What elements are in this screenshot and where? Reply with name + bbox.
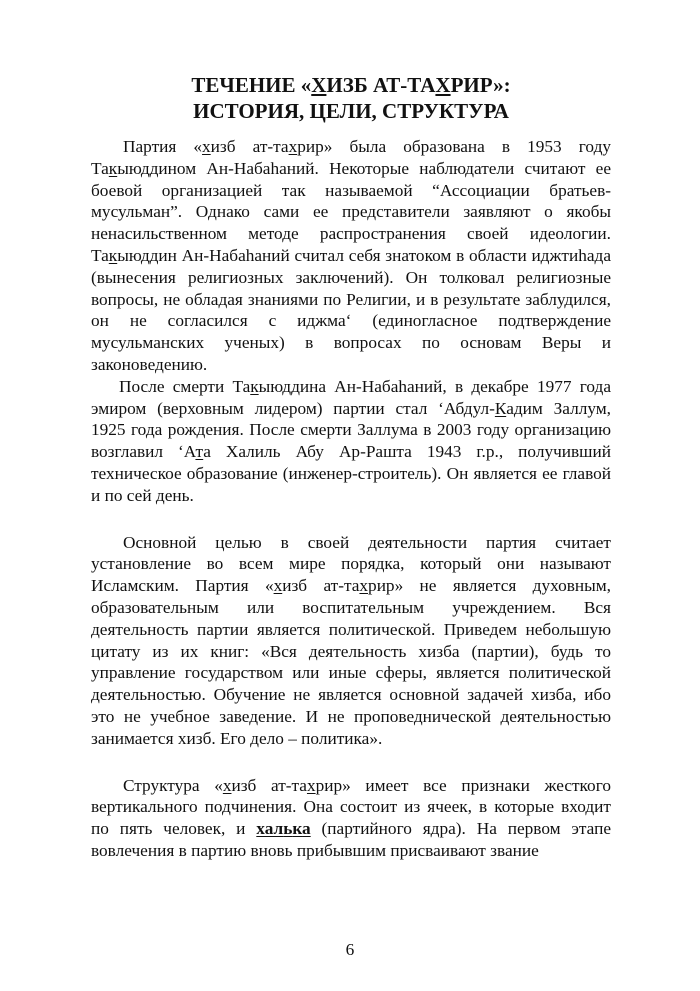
text: рир» была образована в 1953 году Та bbox=[91, 137, 612, 178]
text: т bbox=[195, 442, 204, 462]
text: рир» имеет все признаки жесткого вертикального подчинения. Она состоит из ячеек, в которые входит по пять человек, и bbox=[91, 775, 611, 839]
paragraph-4 bbox=[91, 775, 611, 862]
text: Основной целью в своей деятельности партия считает установление во всем мире порядка, который они называют Исламским. Партия « bbox=[91, 532, 611, 596]
text: к bbox=[108, 158, 118, 178]
text: ыюддин Ан-Набаhаний считал себя знатоком в области иджтиhада (вынесения религиозных заключений). Он толковал религиозные вопросы, не обладая знаниями по Религии, и в результате заблудился, он не согласился с иджма‘ (единогласное подтверждение мусульманских ученых) в вопросах по основам Веры и законоведению. bbox=[91, 245, 611, 374]
text: а Халиль Абу Ар-Рашта 1943 г.р., получивший техническое образование (инженер-строитель). Он является ее главой и по сей день. bbox=[91, 442, 611, 505]
title-text: Х bbox=[435, 73, 451, 97]
title-line-2: ИСТОРИЯ, ЦЕЛИ, СТРУКТУРА bbox=[193, 99, 509, 123]
page-number: 6 bbox=[345, 940, 355, 959]
text: к bbox=[250, 376, 259, 396]
title-text: ИЗБ АТ-ТА bbox=[326, 73, 436, 97]
text: изб ат-та bbox=[210, 137, 289, 156]
text: а bbox=[302, 819, 311, 839]
text: После смерти Та bbox=[119, 376, 251, 396]
text: адим Заллум, 1925 года рождения. После смерти Заллума в 2003 году организацию возглавил ‘А bbox=[91, 398, 611, 462]
title-line-1 bbox=[91, 72, 611, 98]
title-text: Х bbox=[311, 73, 327, 97]
text: ыюддина Ан-Набаhаний, в декабре 1977 года эмиром (верховным лидером) партии стал ‘Абдул- bbox=[91, 376, 611, 418]
paragraph-3 bbox=[91, 532, 611, 750]
paragraph-2 bbox=[91, 376, 611, 507]
text: х bbox=[359, 576, 369, 596]
paragraph-spacer bbox=[91, 750, 611, 775]
text: к bbox=[292, 819, 303, 839]
text: Партия « bbox=[123, 137, 203, 156]
text: (партийного ядра). На первом этапе вовлечения в партию вновь прибывшим присваивают звание bbox=[91, 819, 611, 860]
bold-term bbox=[256, 819, 310, 838]
text: К bbox=[494, 398, 507, 418]
text: х bbox=[288, 137, 298, 156]
text: изб ат-та bbox=[231, 775, 307, 795]
title-text: РИР»: bbox=[450, 73, 511, 97]
text: х bbox=[222, 775, 232, 795]
text: ыюддином Ан-Набаhаний. Некоторые наблюдатели считают ее боевой организацией так называемой “Ассоциации братьев-мусульман”. Однако сами ее представители заявляют о якобы ненасильственном методе распространения своей идеологии. Та bbox=[91, 158, 611, 265]
text: х bbox=[306, 775, 316, 795]
text: Структура « bbox=[123, 775, 223, 795]
text: к bbox=[108, 245, 118, 265]
text: х bbox=[273, 576, 283, 596]
text: х bbox=[202, 137, 211, 156]
text: рир» не является духовным, образовательным или воспитательным учреждением. Вся деятельность партии является политической. Приведем небольшую цитату из их книг: «Вся деятельность хизба (партии), будь то управление государством или иные сферы, является политической деятельностью. Обучение не является основной задачей хизба, ибо это не учебное заведение. И не проповеднической деятельностью занимается хизб. Его дело – политика». bbox=[91, 576, 611, 748]
text: изб ат-та bbox=[282, 576, 360, 596]
title-text: ТЕЧЕНИЕ « bbox=[191, 73, 312, 97]
text: ь bbox=[283, 819, 293, 839]
page-title bbox=[91, 72, 611, 124]
paragraph-spacer bbox=[91, 507, 611, 532]
text: хал bbox=[256, 819, 284, 839]
paragraph-1 bbox=[91, 136, 611, 376]
